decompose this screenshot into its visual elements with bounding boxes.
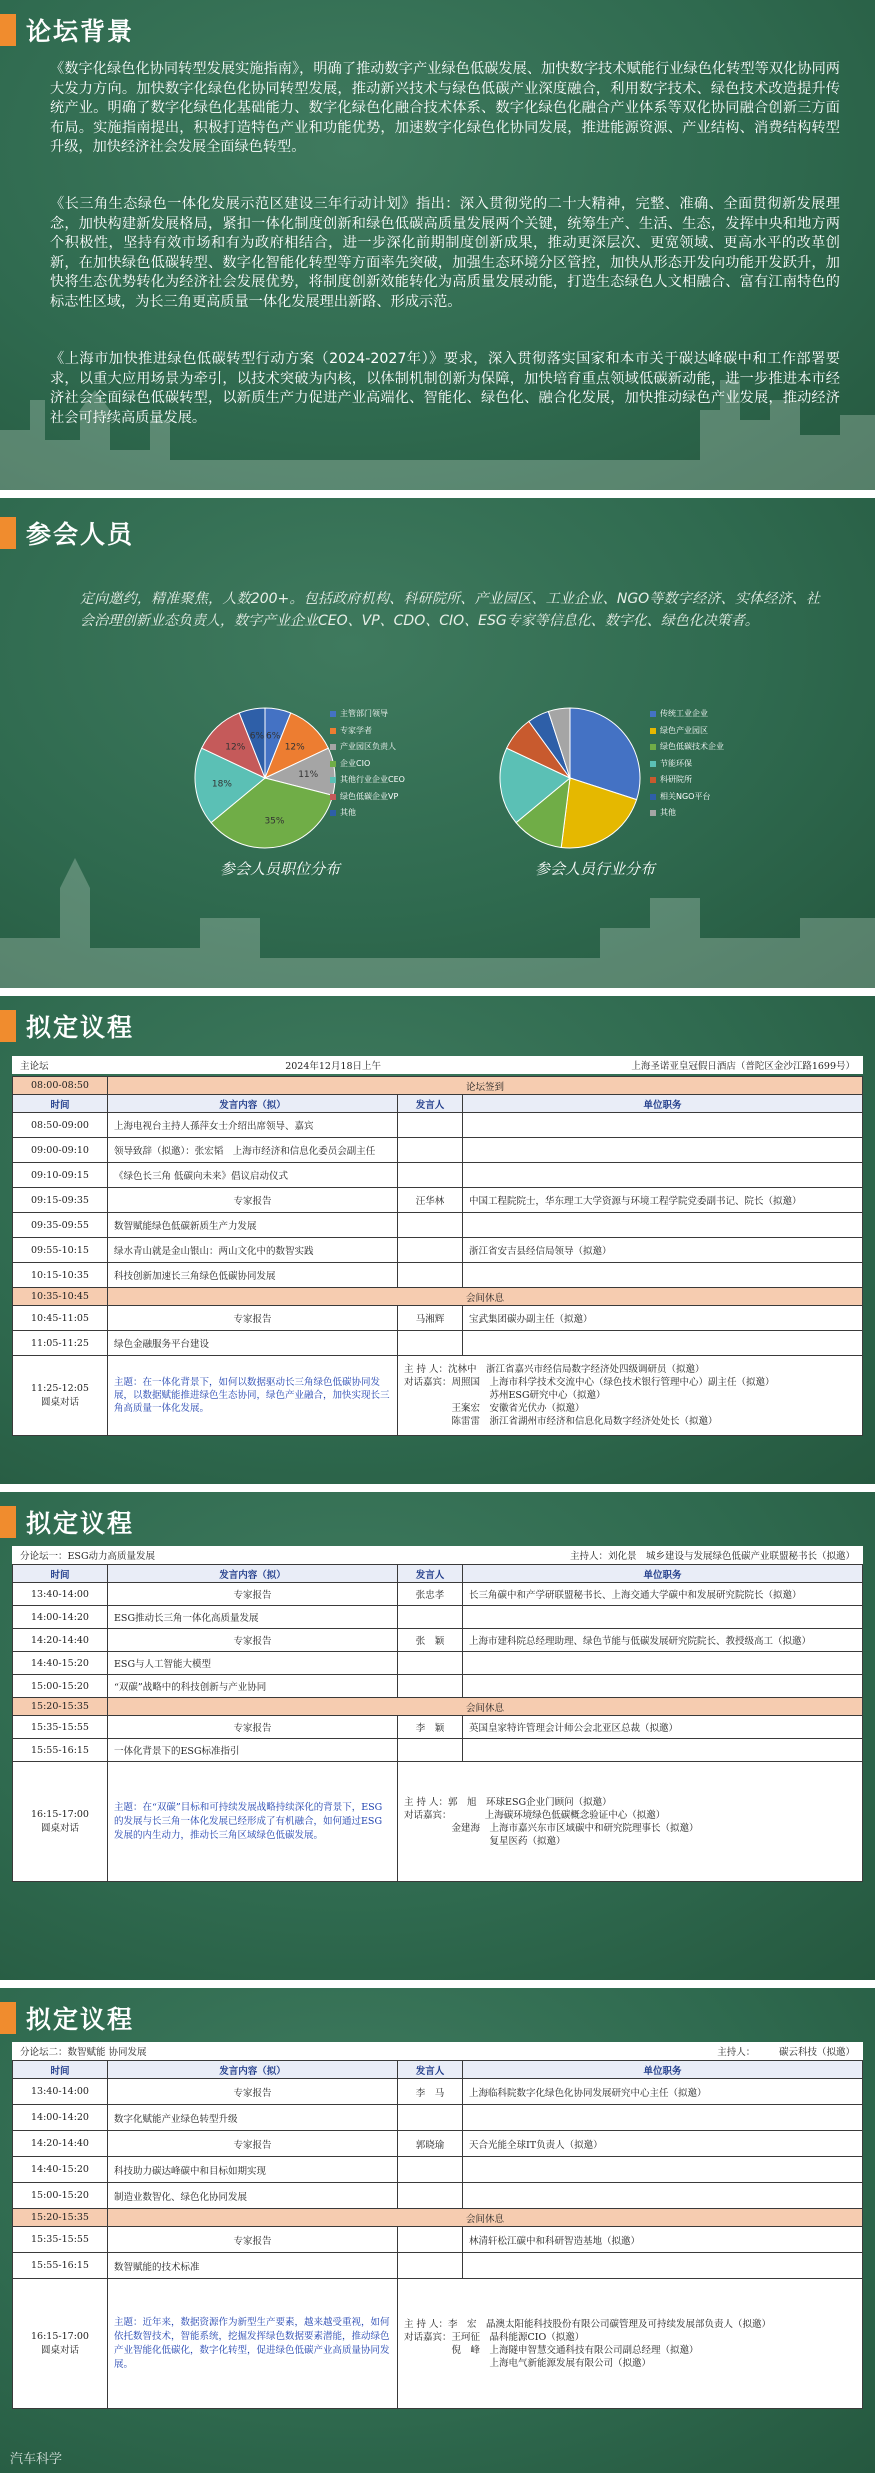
row-time: 09:35-09:55 (13, 1213, 108, 1238)
roundtable-topic: 主题：在一体化背景下，如何以数据驱动长三角绿色低碳协同发展，以数据赋能推进绿色生态协同，绿色产业融合，加快实现长三角高质量一体化发展。 (108, 1356, 398, 1436)
section-title-attendees (0, 513, 134, 553)
legend-entry (650, 772, 724, 789)
roundtable-person: 主 持 人：沈林中 浙江省嘉兴市经信局数字经济处四级调研员（拟邀） (404, 1364, 705, 1375)
roundtable-person: 陈雷雷 浙江省湖州市经济和信息化局数字经济处处长（拟邀） (404, 1416, 718, 1427)
table-row (13, 1629, 863, 1652)
break-label: 会间休息 (108, 1288, 863, 1306)
roundtable-person: 主 持 人：李 宏 晶澳太阳能科技股份有限公司碳管理及可持续发展部负责人（拟邀） (404, 2318, 772, 2330)
row-speaker (398, 1331, 463, 1356)
roundtable-label: 圆桌对话 (40, 2345, 79, 2356)
pie-slice-label: 6% (249, 731, 265, 742)
table-row (13, 2131, 863, 2157)
row-org: 天合光能全球IT负责人（拟邀） (463, 2131, 863, 2157)
job-distribution-caption: 参会人员职位分布 (220, 860, 341, 878)
row-content: 专家报告 (108, 1629, 398, 1652)
row-content: 科技助力碳达峰碳中和目标如期实现 (108, 2157, 398, 2183)
agenda-sub1-table (12, 1564, 863, 1882)
row-content: 专家报告 (108, 1188, 398, 1213)
section-title-background (0, 10, 134, 50)
break-row (13, 1288, 863, 1306)
background-paragraph-2: 《长三角生态绿色一体化发展示范区建设三年行动计划》指出：深入贯彻党的二十大精神，完整、准确、全面贯彻新发展理念，加快构建新发展格局，紧扣一体化制度创新和绿色低碳高质量发展两个关键，统筹生产、生活、生态，发挥中央和地方两个积极性，坚持有效市场和有为政府相结合，进一步深化前期制度创新成果，推动更深层次、更宽领域、更高水平的改革创新，在加快绿色低碳转型、数字化智能化转型等方面率先突破，加强生态环境分区管控，加快从形态开发向功能开发跃升，加快将生态优势转化为经济社会发展优势，将制度创新效能转化为高质量发展动能，打造生态绿色人文相融合、富有江南特色的标志性区域，为长三角更高质量一体化发展理出新路、形成示范。 (50, 196, 840, 310)
roundtable-time: 16:15-17:00 (31, 2331, 89, 2342)
legend-swatch (330, 777, 336, 783)
forum-date: 2024年12月18日上午 (285, 1061, 382, 1072)
row-org: 浙江省安吉县经信局领导（拟邀） (463, 1238, 863, 1263)
header-content: 发言内容（拟） (108, 1565, 398, 1583)
row-speaker: 李 颖 (398, 1716, 463, 1739)
table-row (13, 1306, 863, 1331)
roundtable-row (13, 1762, 863, 1882)
legend-entry (330, 756, 405, 773)
roundtable-people (398, 1356, 863, 1436)
roundtable-people (398, 2279, 863, 2409)
section-title-agenda-main (0, 1006, 134, 1046)
table-row (13, 1716, 863, 1739)
legend-entry (330, 739, 405, 756)
roundtable-label: 圆桌对话 (40, 1823, 79, 1834)
row-speaker (398, 1238, 463, 1263)
job-distribution-pie (185, 698, 345, 858)
background-paragraph-1: 《数字化绿色化协同转型发展实施指南》，明确了推动数字产业绿色低碳发展、加快数字技术赋能行业绿色化转型等双化协同两大发力方向。加快数字化绿色化协同转型发展，推动新兴技术与绿色低碳产业深度融合，利用数字技术、绿色技术改造提升传统产业。明确了数字化绿色化基础能力、数字化绿色化融合技术体系、数字化绿色化融合产业体系等双化协同融合创新三方面布局。实施指南提出，积极打造特色产业和功能优势，加速数字化绿色化协同发展，推进能源资源、产业结构、消费结构转型升级，加快经济社会发展全面绿色转型。 (50, 61, 840, 155)
row-speaker (398, 1213, 463, 1238)
legend-swatch (650, 761, 656, 767)
agenda-sub2-table (12, 2060, 863, 2409)
roundtable-person: 复星医药（拟邀） (404, 1835, 566, 1847)
row-time: 09:10-09:15 (13, 1163, 108, 1188)
header-time: 时间 (13, 2061, 108, 2079)
row-org (463, 1739, 863, 1762)
table-row (13, 1213, 863, 1238)
legend-label: 节能环保 (660, 758, 692, 768)
forum-venue: 上海圣诺亚皇冠假日酒店（普陀区金沙江路1699号） (631, 1061, 855, 1072)
row-speaker: 张 颖 (398, 1629, 463, 1652)
row-speaker (398, 2157, 463, 2183)
legend-entry (650, 723, 724, 740)
legend-entry (330, 789, 405, 806)
row-time: 15:55-16:15 (13, 1739, 108, 1762)
roundtable-person: 对话嘉宾： 上海碳环境绿色低碳概念验证中心（拟邀） (404, 1809, 666, 1821)
row-content: 绿水青山就是金山银山：两山文化中的数智实践 (108, 1238, 398, 1263)
row-content: 数字化赋能产业绿色转型升级 (108, 2105, 398, 2131)
pie-slice-label: 12% (284, 742, 305, 753)
legend-swatch (330, 728, 336, 734)
subforum-host: 主持人：刘化景 城乡建设与发展绿色低碳产业联盟秘书长（拟邀） (569, 1551, 855, 1562)
row-org (463, 2157, 863, 2183)
row-time: 09:00-09:10 (13, 1138, 108, 1163)
row-org (463, 2105, 863, 2131)
row-time: 15:35-15:55 (13, 1716, 108, 1739)
row-org (463, 1606, 863, 1629)
row-content: 数智赋能的技术标准 (108, 2253, 398, 2279)
header-speaker: 发言人 (398, 2061, 463, 2079)
row-content: 领导致辞（拟邀）：张宏韬 上海市经济和信息化委员会副主任 (108, 1138, 398, 1163)
legend-swatch (330, 711, 336, 717)
table-header-row (13, 1095, 863, 1113)
row-org (463, 1331, 863, 1356)
table-header-row (13, 2061, 863, 2079)
agenda-sub2-panel (0, 1988, 875, 2473)
header-speaker: 发言人 (398, 1095, 463, 1113)
forum-name: 主论坛 (20, 1061, 49, 1072)
background-paragraph-3: 《上海市加快推进绿色低碳转型行动方案（2024-2027年）》要求，深入贯彻落实国家和本市关于碳达峰碳中和工作部署要求，以重大应用场景为牵引，以技术突破为内核，以体制机制创新为保障，加快培育重点领域低碳新动能，进一步推进本市经济社会全面绿色低碳转型，以新质生产力促进产业高端化、智能化、绿色化、融合化发展，加快推动绿色产业发展，推动经济社会可持续高质量发展。 (50, 351, 840, 426)
agenda-main-panel (0, 996, 875, 1484)
legend-label: 其他 (340, 808, 356, 817)
roundtable-label: 圆桌对话 (40, 1397, 79, 1408)
row-content: 科技创新加速长三角绿色低碳协同发展 (108, 1263, 398, 1288)
row-org (463, 1675, 863, 1698)
city-skyline-decoration (0, 838, 875, 988)
row-org (463, 2183, 863, 2209)
break-label: 会间休息 (108, 2209, 863, 2227)
section-title-agenda-sub1 (0, 1502, 134, 1542)
row-org: 英国皇家特许管理会计师公会北亚区总裁（拟邀） (463, 1716, 863, 1739)
roundtable-person: 对话嘉宾：王珂征 晶科能源CIO（拟邀） (404, 2331, 585, 2343)
pie-slice-label: 11% (298, 769, 319, 780)
title-accent-bar (0, 1506, 16, 1538)
legend-entry (330, 723, 405, 740)
roundtable-time: 11:25-12:05 (31, 1383, 89, 1394)
background-panel (0, 0, 875, 490)
legend-swatch (330, 761, 336, 767)
agenda-sub2-meta (12, 2042, 863, 2060)
row-speaker (398, 1263, 463, 1288)
row-time: 14:00-14:20 (13, 1606, 108, 1629)
legend-swatch (650, 777, 656, 783)
subforum-host: 主持人： 碳云科技（拟邀） (717, 2047, 855, 2058)
row-content: 专家报告 (108, 2079, 398, 2105)
row-time: 15:00-15:20 (13, 1675, 108, 1698)
legend-swatch (330, 810, 336, 816)
row-speaker (398, 2253, 463, 2279)
pie-slice-label: 35% (264, 816, 285, 827)
roundtable-person: 倪 峰 上海隧申智慧交通科技有限公司副总经理（拟邀） (404, 2344, 699, 2356)
roundtable-row (13, 1356, 863, 1436)
row-content: 专家报告 (108, 1306, 398, 1331)
row-content: 专家报告 (108, 1716, 398, 1739)
roundtable-time-cell (13, 1356, 108, 1436)
legend-label: 主管部门领导 (340, 709, 388, 718)
table-row (13, 2157, 863, 2183)
industry-distribution-caption: 参会人员行业分布 (535, 860, 656, 878)
row-speaker: 汪华林 (398, 1188, 463, 1213)
table-row (13, 1675, 863, 1698)
legend-label: 专家学者 (340, 725, 372, 735)
roundtable-row (13, 2279, 863, 2409)
attendees-panel (0, 498, 875, 988)
table-row (13, 1238, 863, 1263)
row-content: ESG推动长三角一体化高质量发展 (108, 1606, 398, 1629)
legend-label: 绿色低碳企业VP (340, 791, 399, 801)
legend-swatch (650, 810, 656, 816)
table-row (13, 2227, 863, 2253)
legend-label: 相关NGO平台 (660, 791, 711, 801)
legend-label: 绿色产业园区 (660, 725, 708, 735)
row-speaker (398, 2105, 463, 2131)
header-org: 单位职务 (463, 1565, 863, 1583)
row-speaker (398, 1163, 463, 1188)
row-content: 绿色金融服务平台建设 (108, 1331, 398, 1356)
legend-swatch (650, 794, 656, 800)
row-time: 15:55-16:15 (13, 2253, 108, 2279)
row-time: 14:40-15:20 (13, 1652, 108, 1675)
roundtable-time: 16:15-17:00 (31, 1809, 89, 1820)
legend-label: 其他 (660, 808, 676, 817)
legend-swatch (330, 744, 336, 750)
row-time: 14:40-15:20 (13, 2157, 108, 2183)
subforum-name: 分论坛一：ESG动力高质量发展 (20, 1551, 156, 1562)
row-speaker (398, 1113, 463, 1138)
row-time: 13:40-14:00 (13, 1583, 108, 1606)
legend-swatch (650, 744, 656, 750)
table-row (13, 1113, 863, 1138)
table-row (13, 1188, 863, 1213)
row-speaker (398, 2227, 463, 2253)
legend-label: 传统工业企业 (660, 709, 708, 718)
roundtable-time-cell (13, 2279, 108, 2409)
row-time: 10:45-11:05 (13, 1306, 108, 1331)
row-org (463, 1163, 863, 1188)
title-accent-bar (0, 1010, 16, 1042)
row-org: 宝武集团碳办副主任（拟邀） (463, 1306, 863, 1331)
legend-swatch (330, 794, 336, 800)
row-content: 《绿色长三角 低碳向未来》倡议启动仪式 (108, 1163, 398, 1188)
roundtable-person: 苏州ESG研究中心（拟邀） (404, 1390, 606, 1401)
table-row (13, 2253, 863, 2279)
break-time: 15:20-15:35 (13, 2209, 108, 2227)
row-speaker: 李 马 (398, 2079, 463, 2105)
legend-entry (650, 739, 724, 756)
row-org (463, 1138, 863, 1163)
legend-entry (330, 772, 405, 789)
row-speaker (398, 1138, 463, 1163)
pie-slice-label: 6% (265, 731, 281, 742)
row-speaker (398, 2183, 463, 2209)
legend-label: 绿色低碳技术企业 (660, 742, 724, 751)
header-speaker: 发言人 (398, 1565, 463, 1583)
header-org: 单位职务 (463, 1095, 863, 1113)
header-time: 时间 (13, 1565, 108, 1583)
legend-entry (650, 706, 724, 723)
table-row (13, 1583, 863, 1606)
row-time: 13:40-14:00 (13, 2079, 108, 2105)
header-content: 发言内容（拟） (108, 2061, 398, 2079)
table-row (13, 1263, 863, 1288)
header-content: 发言内容（拟） (108, 1095, 398, 1113)
row-time: 14:00-14:20 (13, 2105, 108, 2131)
table-row (13, 2079, 863, 2105)
row-org: 中国工程院院士，华东理工大学资源与环境工程学院党委副书记、院长（拟邀） (463, 1188, 863, 1213)
legend-label: 企业CIO (340, 758, 371, 768)
legend-label: 产业园区负责人 (340, 742, 396, 751)
agenda-main-table (12, 1076, 863, 1436)
row-time: 09:55-10:15 (13, 1238, 108, 1263)
job-distribution-legend (330, 706, 405, 822)
table-row (13, 2105, 863, 2131)
header-org: 单位职务 (463, 2061, 863, 2079)
table-row (13, 1163, 863, 1188)
row-speaker: 马湘辉 (398, 1306, 463, 1331)
attendees-description: 定向邀约，精准聚焦，人数200+。包括政府机构、科研院所、产业园区、工业企业、NGO等数字经济、实体经济、社会治理创新业态负责人，数字产业企业CEO、VP、CDO、CIO、ESG专家等信息化、数字化、绿色化决策者。 (80, 591, 820, 629)
section-title-agenda-sub2 (0, 1998, 134, 2038)
break-row (13, 1698, 863, 1716)
row-org (463, 1213, 863, 1238)
industry-distribution-pie (490, 698, 650, 858)
roundtable-people (398, 1762, 863, 1882)
row-org (463, 1263, 863, 1288)
legend-entry (330, 805, 405, 822)
title-accent-bar (0, 14, 16, 46)
agenda-sub1-panel (0, 1492, 875, 1980)
agenda-main-meta (12, 1056, 863, 1074)
legend-label: 其他行业企业CEO (340, 775, 405, 784)
row-org: 长三角碳中和产学研联盟秘书长、上海交通大学碳中和发展研究院院长（拟邀） (463, 1583, 863, 1606)
row-content: 专家报告 (108, 2131, 398, 2157)
roundtable-topic: 主题：近年来，数据资源作为新型生产要素，越来越受重视，如何依托数智技术，智能系统，挖掘发挥绿色数据要素潜能，推动绿色产业智能化低碳化，数字化转型，促进绿色低碳产业高质量协同发展。 (108, 2279, 398, 2409)
industry-distribution-legend (650, 706, 724, 822)
row-time: 14:20-14:40 (13, 1629, 108, 1652)
attendees-title-text: 参会人员 (26, 520, 135, 549)
subforum-name: 分论坛二：数智赋能 协同发展 (20, 2047, 147, 2058)
signin-time: 08:00-08:50 (13, 1077, 108, 1095)
table-row (13, 1652, 863, 1675)
table-header-row (13, 1565, 863, 1583)
row-content: 数智赋能绿色低碳新质生产力发展 (108, 1213, 398, 1238)
table-row (13, 1606, 863, 1629)
roundtable-person: 金建海 上海市嘉兴东市区域碳中和研究院理事长（拟邀） (404, 1822, 699, 1834)
legend-entry (650, 756, 724, 773)
row-speaker (398, 1675, 463, 1698)
row-content: “双碳”战略中的科技创新与产业协同 (108, 1675, 398, 1698)
break-label: 会间休息 (108, 1698, 863, 1716)
legend-label: 科研院所 (660, 775, 692, 784)
legend-entry (330, 706, 405, 723)
roundtable-time-cell (13, 1762, 108, 1882)
agenda-sub1-title-text: 拟定议程 (26, 1509, 135, 1538)
row-content: ESG与人工智能大模型 (108, 1652, 398, 1675)
agenda-sub1-meta (12, 1546, 863, 1564)
row-content: 制造业数智化、绿色化协同发展 (108, 2183, 398, 2209)
legend-entry (650, 789, 724, 806)
title-accent-bar (0, 2002, 16, 2034)
row-time: 08:50-09:00 (13, 1113, 108, 1138)
row-content: 一体化背景下的ESG标准指引 (108, 1739, 398, 1762)
header-time: 时间 (13, 1095, 108, 1113)
break-time: 15:20-15:35 (13, 1698, 108, 1716)
row-time: 14:20-14:40 (13, 2131, 108, 2157)
row-content: 专家报告 (108, 1583, 398, 1606)
legend-entry (650, 805, 724, 822)
row-time: 10:15-10:35 (13, 1263, 108, 1288)
row-org: 上海临科院数字化绿色化协同发展研究中心主任（拟邀） (463, 2079, 863, 2105)
agenda-main-title-text: 拟定议程 (26, 1013, 135, 1042)
row-org (463, 2253, 863, 2279)
roundtable-person: 王案宏 安徽省光伏办（拟邀） (404, 1403, 585, 1414)
row-speaker (398, 1652, 463, 1675)
table-row (13, 1331, 863, 1356)
table-row (13, 1138, 863, 1163)
roundtable-topic: 主题：在“双碳”目标和可持续发展战略持续深化的背景下，ESG的发展与长三角一体化发展已经形成了有机融合，如何通过ESG发展的内生动力，推动长三角区域绿色低碳发展。 (108, 1762, 398, 1882)
row-time: 15:35-15:55 (13, 2227, 108, 2253)
row-time: 09:15-09:35 (13, 1188, 108, 1213)
signin-label: 论坛签到 (108, 1077, 863, 1095)
row-time: 15:00-15:20 (13, 2183, 108, 2209)
row-org: 上海市建科院总经理助理、绿色节能与低碳发展研究院院长、教授级高工（拟邀） (463, 1629, 863, 1652)
table-row (13, 2183, 863, 2209)
pie-slice-label: 18% (211, 779, 232, 790)
agenda-sub2-title-text: 拟定议程 (26, 2005, 135, 2034)
row-speaker: 郭晓瑜 (398, 2131, 463, 2157)
row-org (463, 1652, 863, 1675)
footer-watermark: 汽车科学 (10, 2452, 63, 2467)
roundtable-person: 对话嘉宾：周照国 上海市科学技术交流中心（绿色技术银行管理中心）副主任（拟邀） (404, 1377, 775, 1388)
pie-slice-label: 12% (225, 742, 246, 753)
row-content: 上海电视台主持人孫萍女士介绍出席领导、嘉宾 (108, 1113, 398, 1138)
row-speaker: 张忠孝 (398, 1583, 463, 1606)
row-speaker (398, 1739, 463, 1762)
signin-row (13, 1077, 863, 1095)
legend-swatch (650, 711, 656, 717)
table-row (13, 1739, 863, 1762)
roundtable-person: 上海电气新能源发展有限公司（拟邀） (404, 2357, 652, 2369)
break-row (13, 2209, 863, 2227)
row-org (463, 1113, 863, 1138)
row-time: 11:05-11:25 (13, 1331, 108, 1356)
background-title-text: 论坛背景 (26, 17, 135, 46)
row-content: 专家报告 (108, 2227, 398, 2253)
title-accent-bar (0, 517, 16, 549)
roundtable-person: 主 持 人：郭 旭 环球ESG企业门顾问（拟邀） (404, 1796, 612, 1808)
break-time: 10:35-10:45 (13, 1288, 108, 1306)
legend-swatch (650, 728, 656, 734)
row-org: 林清轩松江碳中和科研智造基地（拟邀） (463, 2227, 863, 2253)
row-speaker (398, 1606, 463, 1629)
